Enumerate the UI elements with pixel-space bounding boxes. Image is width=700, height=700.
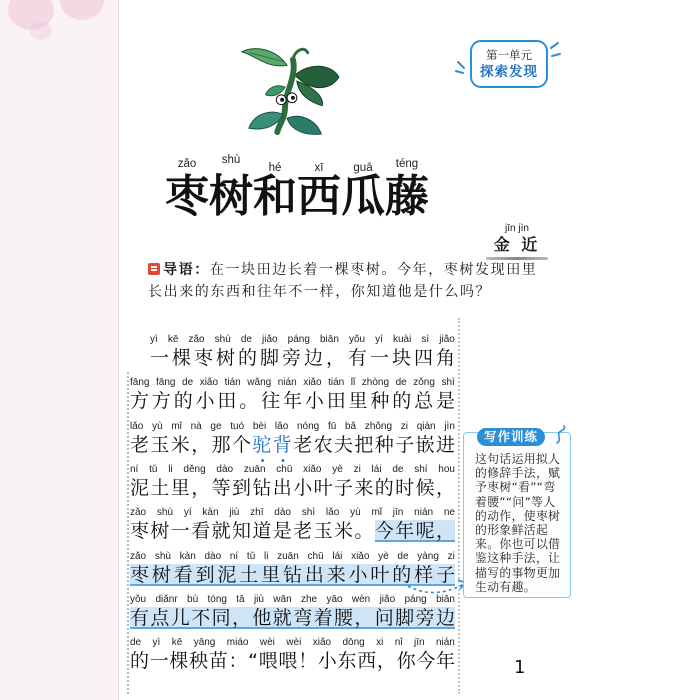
pinyin-syllable: zǎo [130,507,147,518]
hanzi-line [130,649,455,673]
pinyin-syllable: lǎo [274,421,289,432]
pinyin-syllable: qiàn [416,421,436,432]
pinyin-syllable: kē [167,334,179,345]
pinyin-syllable: de [395,377,407,388]
hanzi-line [130,606,455,630]
pinyin-syllable: dào [204,551,222,562]
pinyin-syllable: zhǒng [364,421,393,432]
pinyin-line [130,464,455,476]
highlighted-text: 今年呢， [374,520,455,542]
hanzi-text: 一棵枣树的脚旁边，有一块四角 [150,347,455,369]
pinyin-syllable: tǔ [246,551,256,562]
pinyin-syllable: shù [214,334,231,345]
unit-badge [470,40,548,88]
pinyin-syllable: ne [443,507,455,518]
pinyin-syllable: jiù [229,507,240,518]
text-line [150,334,455,374]
pinyin-line [130,421,455,433]
pinyin-syllable: zuān [277,551,299,562]
pinyin-syllable: hou [438,464,455,475]
title-pinyin: téng [395,158,419,170]
pink-decoration [30,22,52,40]
title-hanzi: 瓜 [341,171,385,222]
pinyin-syllable: yí [183,507,192,518]
pinyin-syllable: kàn [179,551,196,562]
left-margin-band [0,0,119,700]
pinyin-syllable: nián [277,377,297,388]
pinyin-syllable: xiǎo [351,551,370,562]
pinyin-syllable: jiù [253,594,264,605]
dotted-guide-left [127,372,129,694]
pinyin-syllable: li [168,464,173,475]
pinyin-syllable: sì [421,334,430,345]
pinyin-syllable: yǒu [130,594,147,605]
emphasized-word: 驼背 [252,434,294,456]
pinyin-syllable: jiǎo [439,334,455,345]
pinyin-syllable: kē [171,637,183,648]
text-line [130,637,455,677]
pinyin-syllable: fāng [130,377,150,388]
pinyin-syllable: wān [273,594,292,605]
pinyin-syllable: de [397,551,409,562]
text-line [130,507,455,547]
author-pinyin: jīn jìn [505,223,529,234]
pinyin-syllable: yí [375,334,383,345]
hanzi-text: 的一棵秧苗：“喂喂！小东西，你今年 [130,650,455,672]
pinyin-syllable: zi [447,551,455,562]
pinyin-syllable: shù [154,551,171,562]
pinyin-syllable: shì [441,377,455,388]
pinyin-syllable: zi [400,421,408,432]
pinyin-syllable: li [263,551,269,562]
pinyin-syllable: ní [130,464,139,475]
pinyin-syllable: yì [152,637,161,648]
pinyin-line [130,507,455,519]
title-char [385,157,429,223]
pinyin-syllable: xiǎo [312,637,332,648]
pinyin-syllable: nóng [296,421,320,432]
hanzi-text: 泥土里，等到钻出小叶子来的时候， [130,477,455,499]
pinyin-syllable: jìn [444,421,455,432]
pinyin-syllable: biān [436,594,455,605]
pinyin-syllable: yàng [417,551,439,562]
title-char [253,157,297,223]
title-char [209,154,253,223]
hanzi-line [130,389,455,413]
hanzi-line [130,433,455,457]
pinyin-line [130,551,455,563]
pinyin-syllable: xiǎo [303,464,322,475]
pinyin-syllable: zuān [243,464,266,475]
intro-label: 导语： [163,262,210,278]
text-line [130,594,455,634]
pinyin-syllable: yāng [193,637,216,648]
pinyin-syllable: lái [371,464,382,475]
author-byline [486,223,548,260]
title-pinyin: zǎo [177,158,197,170]
pinyin-syllable: de [392,464,404,475]
pinyin-syllable: jiǎo [379,594,396,605]
pinyin-syllable: chū [307,551,324,562]
pinyin-syllable: yǒu [348,334,366,345]
hanzi-line [150,346,455,370]
pinyin-syllable: tuó [230,421,245,432]
pinyin-syllable: yù [152,421,163,432]
pinyin-syllable: de [130,637,142,648]
pinyin-syllable: xi [376,637,384,648]
pinyin-line [150,334,455,346]
pinyin-syllable: páng [287,334,310,345]
title-hanzi: 枣 [165,171,209,222]
pinyin-syllable: mǐ [371,507,382,518]
title-pinyin: guā [353,162,373,174]
title-pinyin: xī [314,162,324,174]
title-char [341,157,385,223]
pinyin-syllable: dōng [342,637,365,648]
pinyin-syllable: yè [378,551,389,562]
highlighted-text: 枣树看到泥土里钻出来小叶的样子 [130,564,455,586]
pinyin-syllable: páng [404,594,427,605]
pinyin-syllable: yì [150,334,158,345]
pinyin-syllable: tā [236,594,245,605]
pinyin-syllable: xiǎo [199,377,219,388]
page-number: 1 [514,657,526,678]
hanzi-line [130,519,455,543]
dotted-guide-right [458,318,460,694]
title-hanzi: 和 [253,171,297,222]
pinyin-syllable: fū [327,421,337,432]
pinyin-syllable: nǐ [394,637,403,648]
pinyin-syllable: mǐ [171,421,182,432]
title-hanzi: 树 [209,171,253,222]
pinyin-syllable: shí [414,464,428,475]
pinyin-syllable: tóng [207,594,227,605]
pinyin-syllable: nián [435,637,455,648]
pinyin-syllable: wèi [259,637,275,648]
hanzi-text: 老玉米，那个 [130,434,253,456]
title-char [297,157,341,223]
pinyin-syllable: miáo [226,637,249,648]
intro-text: 在一块田边长着一棵枣树。今年，枣树发现田里长出来的东西和往年不一样，你知道他是什么吗？ [148,262,538,300]
pinyin-syllable: zǎo [188,334,205,345]
text-line [130,464,455,504]
pinyin-syllable: shì [301,507,316,518]
pinyin-syllable: lǎo [130,421,144,432]
pinyin-syllable: ge [210,421,222,432]
pinyin-syllable: lǎo [325,507,340,518]
pinyin-syllable: wǎng [247,377,272,388]
pinyin-syllable: zhòng [361,377,390,388]
pinyin-syllable: yè [332,464,343,475]
pinyin-syllable: shù [156,507,174,518]
pinyin-syllable: zhī [250,507,264,518]
unit-label: 第一单元 [486,48,532,62]
title-pinyin: hé [268,162,282,174]
pinyin-syllable: kàn [202,507,219,518]
hanzi-text: 方方的小田。往年小田里种的总是 [130,390,455,412]
pinyin-syllable: yù [350,507,361,518]
pinyin-syllable: diǎnr [155,594,178,605]
writing-practice-title: 写作训练 [477,428,545,446]
pinyin-syllable: zhe [300,594,318,605]
pinyin-syllable: zi [353,464,361,475]
pinyin-syllable: jīn [392,507,404,518]
pinyin-syllable: jīn [413,637,425,648]
pinyin-syllable: de [182,377,194,388]
pinyin-syllable: tǔ [149,464,158,475]
text-line [130,421,455,461]
hanzi-line [130,476,455,500]
pinyin-syllable: dào [216,464,234,475]
pinyin-syllable: tián [224,377,241,388]
title-pinyin: shù [221,154,241,166]
writing-practice-text: 这句话运用拟人的修辞手法，赋予枣树“看”“弯着腰”“问”等人的动作，使枣树的形象鲜活起来。你也可以借鉴这种手法，让描写的事物更加生动有趣。 [475,452,561,594]
intro-paragraph [148,259,548,303]
pinyin-line [130,637,455,649]
pinyin-syllable: yāo [326,594,343,605]
pinyin-syllable: bǎ [344,421,357,432]
pinyin-syllable: zǒng [413,377,435,388]
pinyin-syllable: dào [274,507,291,518]
pinyin-syllable: zǎo [130,551,147,562]
pinyin-syllable: jiǎo [262,334,278,345]
unit-theme: 探索发现 [480,64,538,80]
pinyin-syllable: tián [328,377,345,388]
pinyin-syllable: lǐ [350,377,356,388]
pinyin-syllable: fāng [156,377,176,388]
pinyin-syllable: biān [319,334,339,345]
squiggle-decoration [553,425,569,445]
pinyin-syllable: ní [229,551,239,562]
pinyin-syllable: xiǎo [303,377,322,388]
pinyin-syllable: kuài [392,334,412,345]
pinyin-syllable: wèi [286,637,302,648]
hanzi-text: 老农夫把种子嵌进 [293,434,455,456]
title-hanzi: 藤 [385,171,429,222]
highlighted-text: 有点儿不同，他就弯着腰，问脚旁边 [130,607,455,629]
pink-decoration [60,0,104,20]
story-title [165,154,429,223]
intro-marker-icon [148,263,160,275]
pinyin-syllable: de [240,334,252,345]
pinyin-syllable: bù [187,594,199,605]
pinyin-syllable: bèi [252,421,267,432]
pinyin-syllable: wèn [351,594,371,605]
pinyin-syllable: nà [190,421,202,432]
title-hanzi: 西 [297,171,341,222]
title-char [165,157,209,223]
pinyin-syllable: nián [414,507,434,518]
pinyin-syllable: chū [276,464,293,475]
vine-illustration [235,38,345,136]
text-line [130,377,455,417]
author-name: 金 近 [493,235,541,254]
hanzi-text: 枣树一看就知道是老玉米。 [130,520,375,542]
pinyin-syllable: lái [332,551,343,562]
pinyin-syllable: děng [183,464,206,475]
pinyin-line [130,377,455,389]
